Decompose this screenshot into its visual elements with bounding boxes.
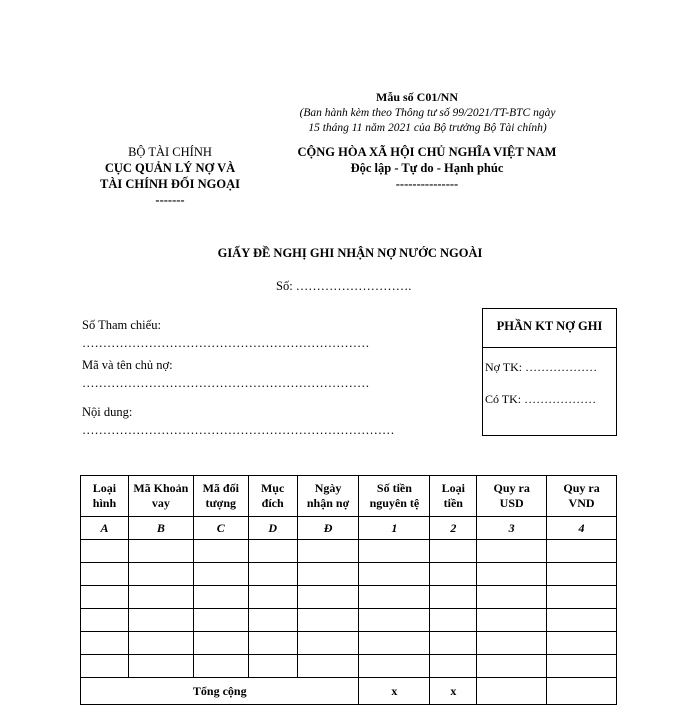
document-title: GIẤY ĐỀ NGHỊ GHI NHẬN NỢ NƯỚC NGOÀI — [217, 246, 483, 260]
total-label: Tổng cộng — [81, 678, 359, 705]
org-line2: CỤC QUẢN LÝ NỢ VÀ — [104, 161, 236, 175]
org-divider: ------- — [155, 193, 185, 207]
table-row — [81, 609, 617, 632]
creditor-field: …………………………………………………………… — [82, 376, 370, 390]
col-header-quy-ra-vnd: Quy ra VND — [547, 476, 617, 517]
creditor-label: Mã và tên chủ nợ: — [82, 358, 173, 372]
table-index-row — [81, 517, 617, 540]
reference-number-label: Số Tham chiếu: — [82, 318, 161, 332]
nation-line2: Độc lập - Tự do - Hạnh phúc — [350, 161, 504, 175]
content-field: ………………………………………………………………… — [82, 423, 395, 437]
nation-line1: CỘNG HÒA XÃ HỘI CHỦ NGHĨA VIỆT NAM — [297, 145, 557, 159]
index-cell: B — [128, 517, 193, 540]
form-number: Mẫu số C01/NN — [376, 90, 459, 104]
issuing-organization — [80, 144, 260, 208]
issuance-note-line2: 15 tháng 11 năm 2021 của Bộ trưởng Bộ Tài chính) — [308, 122, 547, 134]
issuance-note-line1: (Ban hành kèm theo Thông tư số 99/2021/TT-BTC ngày — [299, 107, 556, 119]
table-total-row — [81, 678, 617, 705]
col-header-ma-khoan-vay: Mã Khoản vay — [128, 476, 193, 517]
table-row — [81, 540, 617, 563]
issuance-note — [255, 106, 600, 136]
org-line3: TÀI CHÍNH ĐỐI NGOẠI — [100, 177, 240, 191]
col-header-so-tien: Số tiền nguyên tệ — [359, 476, 430, 517]
reference-number-field: …………………………………………………………… — [82, 336, 370, 350]
col-header-quy-ra-usd: Quy ra USD — [477, 476, 547, 517]
index-cell: 1 — [359, 517, 430, 540]
table-row — [81, 563, 617, 586]
nation-divider: --------------- — [395, 177, 459, 191]
total-x-mark: x — [359, 678, 430, 705]
debit-account-field: Nợ TK: ……………… — [485, 360, 598, 374]
table-header-row — [81, 476, 617, 517]
table-row — [81, 655, 617, 678]
index-cell: D — [248, 517, 297, 540]
index-cell: 3 — [477, 517, 547, 540]
col-header-loai-hinh: Loại hình — [81, 476, 129, 517]
org-line1: BỘ TÀI CHÍNH — [128, 145, 212, 159]
index-cell: 2 — [430, 517, 477, 540]
credit-account-field: Có TK: ……………… — [485, 392, 597, 406]
index-cell: A — [81, 517, 129, 540]
col-header-ngay-nhan-no: Ngày nhận nợ — [297, 476, 359, 517]
col-header-ma-doi-tuong: Mã đối tượng — [193, 476, 248, 517]
table-row — [81, 632, 617, 655]
index-cell: C — [193, 517, 248, 540]
national-motto — [272, 144, 582, 192]
accounting-box — [482, 308, 617, 436]
total-x-mark: x — [430, 678, 477, 705]
index-cell: 4 — [547, 517, 617, 540]
table-row — [81, 586, 617, 609]
debt-table — [80, 475, 617, 705]
content-label: Nội dung: — [82, 405, 133, 419]
col-header-muc-dich: Mục đích — [248, 476, 297, 517]
col-header-loai-tien: Loại tiền — [430, 476, 477, 517]
index-cell: Đ — [297, 517, 359, 540]
document-number: Số: ………………………. — [276, 279, 412, 293]
accounting-box-heading: PHẦN KT NỢ GHI — [483, 309, 616, 348]
